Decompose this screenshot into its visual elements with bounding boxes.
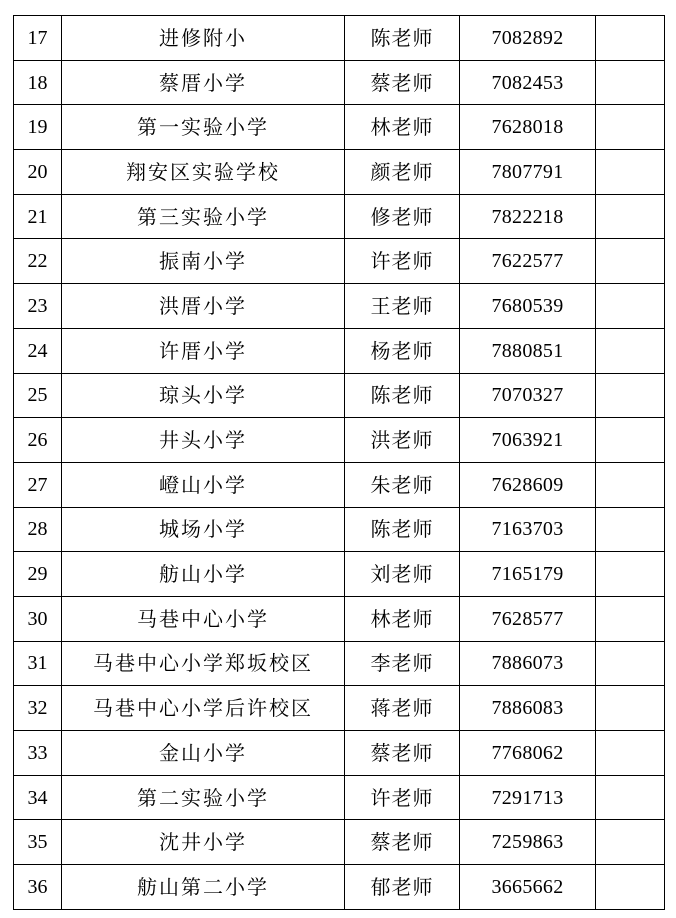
school-name: 舫山第二小学 — [62, 865, 345, 910]
school-name: 沈井小学 — [62, 820, 345, 865]
row-number: 18 — [14, 60, 62, 105]
teacher-name: 修老师 — [345, 194, 460, 239]
school-name: 城场小学 — [62, 507, 345, 552]
empty-cell — [596, 775, 665, 820]
school-name: 马巷中心小学后许校区 — [62, 686, 345, 731]
teacher-name: 蔡老师 — [345, 60, 460, 105]
row-number: 20 — [14, 150, 62, 195]
row-number: 29 — [14, 552, 62, 597]
phone-number: 7082892 — [460, 16, 596, 61]
table-row — [14, 641, 665, 686]
empty-cell — [596, 507, 665, 552]
phone-number: 7165179 — [460, 552, 596, 597]
teacher-name: 郁老师 — [345, 865, 460, 910]
school-name: 第二实验小学 — [62, 775, 345, 820]
empty-cell — [596, 105, 665, 150]
empty-cell — [596, 596, 665, 641]
phone-number: 7822218 — [460, 194, 596, 239]
table-row — [14, 596, 665, 641]
table-row — [14, 731, 665, 776]
row-number: 26 — [14, 418, 62, 463]
empty-cell — [596, 373, 665, 418]
teacher-name: 陈老师 — [345, 16, 460, 61]
phone-number: 7163703 — [460, 507, 596, 552]
empty-cell — [596, 462, 665, 507]
teacher-name: 洪老师 — [345, 418, 460, 463]
empty-cell — [596, 239, 665, 284]
table-row — [14, 865, 665, 910]
row-number: 34 — [14, 775, 62, 820]
teacher-name: 蒋老师 — [345, 686, 460, 731]
teacher-name: 杨老师 — [345, 328, 460, 373]
row-number: 17 — [14, 16, 62, 61]
teacher-name: 林老师 — [345, 596, 460, 641]
phone-number: 7259863 — [460, 820, 596, 865]
phone-number: 7628018 — [460, 105, 596, 150]
school-name: 蔡厝小学 — [62, 60, 345, 105]
table-row — [14, 60, 665, 105]
empty-cell — [596, 820, 665, 865]
school-contact-table — [13, 15, 665, 910]
empty-cell — [596, 60, 665, 105]
empty-cell — [596, 552, 665, 597]
table-row — [14, 239, 665, 284]
teacher-name: 朱老师 — [345, 462, 460, 507]
table-row — [14, 552, 665, 597]
row-number: 19 — [14, 105, 62, 150]
table-row — [14, 373, 665, 418]
row-number: 33 — [14, 731, 62, 776]
teacher-name: 林老师 — [345, 105, 460, 150]
school-name: 洪厝小学 — [62, 284, 345, 329]
table-row — [14, 686, 665, 731]
row-number: 24 — [14, 328, 62, 373]
table-row — [14, 775, 665, 820]
table-row — [14, 328, 665, 373]
teacher-name: 陈老师 — [345, 507, 460, 552]
phone-number: 3665662 — [460, 865, 596, 910]
row-number: 22 — [14, 239, 62, 284]
phone-number: 7807791 — [460, 150, 596, 195]
table-row — [14, 16, 665, 61]
empty-cell — [596, 150, 665, 195]
table-row — [14, 820, 665, 865]
teacher-name: 许老师 — [345, 775, 460, 820]
phone-number: 7291713 — [460, 775, 596, 820]
empty-cell — [596, 328, 665, 373]
phone-number: 7070327 — [460, 373, 596, 418]
empty-cell — [596, 865, 665, 910]
row-number: 25 — [14, 373, 62, 418]
row-number: 21 — [14, 194, 62, 239]
table-row — [14, 418, 665, 463]
empty-cell — [596, 641, 665, 686]
school-name: 进修附小 — [62, 16, 345, 61]
teacher-name: 许老师 — [345, 239, 460, 284]
school-name: 马巷中心小学郑坂校区 — [62, 641, 345, 686]
row-number: 28 — [14, 507, 62, 552]
phone-number: 7680539 — [460, 284, 596, 329]
empty-cell — [596, 731, 665, 776]
phone-number: 7628609 — [460, 462, 596, 507]
table-row — [14, 507, 665, 552]
school-name: 翔安区实验学校 — [62, 150, 345, 195]
row-number: 35 — [14, 820, 62, 865]
phone-number: 7082453 — [460, 60, 596, 105]
row-number: 27 — [14, 462, 62, 507]
empty-cell — [596, 686, 665, 731]
phone-number: 7768062 — [460, 731, 596, 776]
teacher-name: 蔡老师 — [345, 820, 460, 865]
school-name: 马巷中心小学 — [62, 596, 345, 641]
phone-number: 7880851 — [460, 328, 596, 373]
teacher-name: 颜老师 — [345, 150, 460, 195]
empty-cell — [596, 418, 665, 463]
school-name: 第三实验小学 — [62, 194, 345, 239]
empty-cell — [596, 16, 665, 61]
empty-cell — [596, 194, 665, 239]
teacher-name: 陈老师 — [345, 373, 460, 418]
teacher-name: 蔡老师 — [345, 731, 460, 776]
row-number: 23 — [14, 284, 62, 329]
school-name: 井头小学 — [62, 418, 345, 463]
school-name: 许厝小学 — [62, 328, 345, 373]
school-name: 金山小学 — [62, 731, 345, 776]
phone-number: 7622577 — [460, 239, 596, 284]
school-name: 琼头小学 — [62, 373, 345, 418]
row-number: 32 — [14, 686, 62, 731]
row-number: 31 — [14, 641, 62, 686]
phone-number: 7886073 — [460, 641, 596, 686]
teacher-name: 李老师 — [345, 641, 460, 686]
row-number: 36 — [14, 865, 62, 910]
row-number: 30 — [14, 596, 62, 641]
school-name: 舫山小学 — [62, 552, 345, 597]
table-body — [14, 16, 665, 910]
phone-number: 7628577 — [460, 596, 596, 641]
phone-number: 7063921 — [460, 418, 596, 463]
teacher-name: 刘老师 — [345, 552, 460, 597]
school-name: 第一实验小学 — [62, 105, 345, 150]
phone-number: 7886083 — [460, 686, 596, 731]
table-row — [14, 150, 665, 195]
empty-cell — [596, 284, 665, 329]
table-row — [14, 105, 665, 150]
table-row — [14, 462, 665, 507]
table-row — [14, 284, 665, 329]
school-name: 嶝山小学 — [62, 462, 345, 507]
table-row — [14, 194, 665, 239]
school-name: 振南小学 — [62, 239, 345, 284]
teacher-name: 王老师 — [345, 284, 460, 329]
